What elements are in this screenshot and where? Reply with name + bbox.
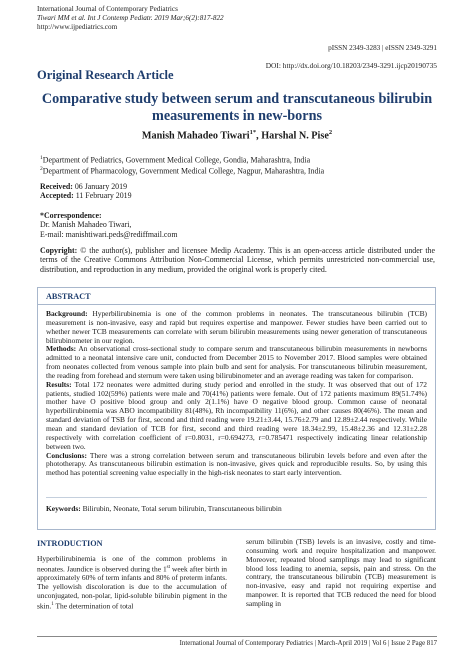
abstract-background	[46, 310, 427, 345]
abstract-results	[46, 381, 427, 452]
ordinal-suffix: st	[166, 564, 171, 570]
author-name: Manish Mahadeo Tiwari	[141, 130, 250, 142]
intro-text: Hyperbilirubinemia is one of the common problems in neonates. Jaundice is observed during the 1	[37, 554, 227, 574]
issn-line: pISSN 2349-3283 | eISSN 2349-3291	[328, 44, 437, 52]
keywords	[46, 504, 427, 513]
keywords-divider	[46, 497, 427, 498]
introduction-right-column: serum bilirubin (TSB) levels is an invasive, costly and time-consuming work and require hospitalization and manpower. Moreover, repeated blood samplings may lead to significant blood loss leading to anemia, sepsis, pain and stress. On the contrary, the transcutaneous bilirubin (TCB) measurement is non-invasive, easy and rapid not requiring expertise and manpower. It is reported that TCB reduced the need for blood sampling in	[246, 537, 436, 608]
correspondence	[40, 211, 178, 239]
article-dates	[40, 182, 132, 201]
copyright-notice	[40, 246, 435, 274]
author-affiliation-mark: 1*	[249, 129, 257, 136]
author-separator: ,	[256, 130, 262, 142]
citation-line: Tiwari MM et al. Int J Contemp Pediatr. 2019 Mar;6(2):817-822	[37, 14, 224, 22]
intro-text: week after birth in approximately 60% of term infants and 80% of preterm infants. The yellowish discoloration is due to the accumulation of unconjugated, non-polar, lipid-soluble bilirubin pigment in the skin.	[37, 564, 227, 611]
correspondence-label: *Correspondence:	[40, 211, 102, 220]
methods-text: An observational cross-sectional study to compare serum and transcutaneous bilirubin measurements in newborns admitted to a neonatal intensive care unit, conducted from December 2015 to November 2017. Blood samples were obtained from neonates collected from venous sample into plain bulb and sent for analysis. For transcutaneous bilirubin measurement, the reading from forehead and sternum were taken using bilirubinometer and an average reading was taken for comparison.	[46, 344, 427, 380]
author-name: Harshal N. Pise	[261, 130, 329, 142]
accepted-date	[40, 191, 132, 200]
affiliation-item	[40, 165, 440, 176]
copyright-text: © the author(s), publisher and licensee Medip Academy. This is an open-access article distributed under the terms of the Creative Commons Attribution Non-Commercial License, which permits unrestricted non-commercial use, distribution, and reproduction in any medium, provided the original work is properly cited.	[40, 246, 435, 274]
received-value: 06 January 2019	[74, 182, 128, 191]
correspondence-email[interactable]: E-mail: manishtiwari.peds@rediffmail.com	[40, 229, 178, 239]
conclusions-label: Conclusions:	[46, 450, 87, 460]
keywords-text: Bilirubin, Neonate, Total serum bilirubin, Transcutaneous bilirubin	[82, 504, 282, 513]
article-type-label: Original Research Article	[37, 68, 174, 82]
reference-mark: 1	[51, 601, 54, 607]
article-title: Comparative study between serum and transcutaneous bilirubin measurements in new-borns	[41, 91, 433, 124]
results-label: Results:	[46, 379, 72, 389]
doi-link[interactable]: DOI: http://dx.doi.org/10.18203/2349-3291.ijcp20190735	[265, 61, 437, 70]
author-list	[40, 129, 434, 141]
affiliation-item	[40, 154, 440, 165]
abstract-heading: ABSTRACT	[38, 288, 435, 305]
footer-divider	[37, 636, 437, 637]
conclusions-text: There was a strong correlation between serum and transcutaneous bilirubin levels before and even after the phototherapy. As transcutaneous bilirubin estimation is non-invasive, gives quick and reproducible results. So, by using this method has potential screening value especially in the high-risk neonates to start early intervention.	[46, 450, 427, 478]
author-affiliation-mark: 2	[328, 129, 333, 136]
keywords-label: Keywords:	[46, 504, 81, 513]
introduction-left-column	[37, 555, 227, 611]
journal-name: International Journal of Contemporary Pediatrics	[37, 5, 178, 13]
introduction-heading: INTRODUCTION	[37, 539, 103, 548]
running-header	[37, 5, 224, 32]
abstract-methods	[46, 345, 427, 380]
affiliation-number: 1	[40, 155, 43, 161]
intro-text: The determination of total	[53, 601, 134, 611]
copyright-label: Copyright:	[40, 246, 78, 255]
page-footer: International Journal of Contemporary Pediatrics | March-April 2019 | Vol 6 | Issue 2 Page 817	[179, 640, 437, 647]
received-date	[40, 182, 132, 191]
abstract-conclusions	[46, 452, 427, 479]
accepted-value: 11 February 2019	[75, 191, 132, 201]
affiliation-number: 2	[40, 165, 43, 172]
methods-label: Methods:	[46, 344, 77, 354]
correspondence-name: Dr. Manish Mahadeo Tiwari,	[40, 220, 132, 230]
affiliation-text: Department of Pediatrics, Government Medical College, Gondia, Maharashtra, India	[42, 155, 311, 165]
abstract-box	[37, 287, 436, 530]
background-text: Hyperbilirubinemia is one of the common problems in neonates. The transcutaneous bilirubin (TCB) measurement is non-invasive, easy and rapid but requires expertise and manpower. Fewer studies have been carried out to whether newer TCB measurements can correlate with serum bilirubin measurements using newer generation of transcutaneous bilirubinometer in our region.	[46, 309, 428, 345]
abstract-body	[46, 310, 427, 478]
results-text: Total 172 neonates were admitted during study period and enrolled in the study. It was observed that out of 172 patients, studied 102(59%) patients were male and 70(41%) patients were female. Out of 172 patients maximum 89(51.74%) mother have O positive blood group and only 2(1.1%) have O negative blood group. Common cause of neonatal hyperbilirubinemia was ABO incompatibility 81(48%), Rh incompatibility 11(6%), and other causes 80(46%). The mean and standard deviation of TSB for first, second and third reading were 19.21±3.44, 15.76±2.79 and 12.89±2.44 respectively. While mean and standard deviation of TCB for first, second and third reading were 18.34±2.99, 15.48±2.36 and 12.31±2.28 respectively with correlation coefficient of r=0.8031, r=0.694273, r=0.785471 respectively indicating linear relationship between two.	[46, 379, 427, 451]
journal-website[interactable]: http://www.ijpediatrics.com	[37, 23, 118, 31]
accepted-label: Accepted:	[40, 191, 74, 201]
background-label: Background:	[46, 309, 88, 318]
affiliation-text: Department of Pharmacology, Government Medical College, Nagpur, Maharashtra, India	[42, 166, 325, 176]
received-label: Received:	[40, 182, 73, 191]
affiliations	[40, 154, 440, 176]
